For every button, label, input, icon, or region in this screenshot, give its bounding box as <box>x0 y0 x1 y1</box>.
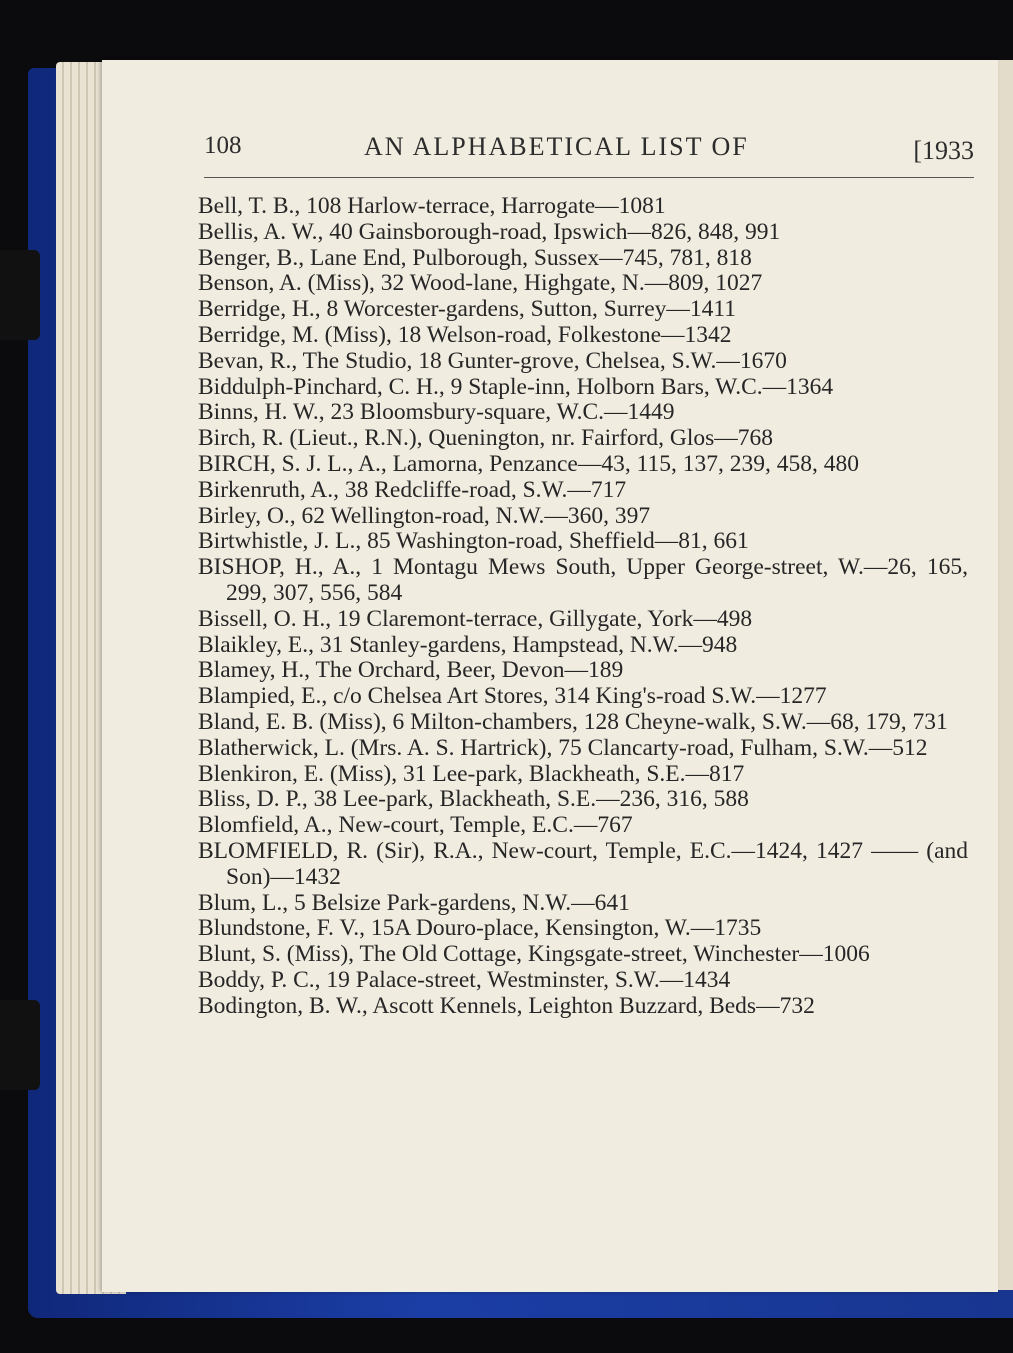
list-item: Birch, R. (Lieut., R.N.), Quenington, nr. Fairford, Glos—768 <box>198 425 774 452</box>
list-item: Bell, T. B., 108 Harlow-terrace, Harrogate—1081 <box>198 193 666 219</box>
spine-strap <box>0 1000 40 1090</box>
list-item: Benson, A. (Miss), 32 Wood-lane, Highgate, N.—809, 1027 <box>198 270 763 297</box>
list-item: Bissell, O. H., 19 Claremont-terrace, Gillygate, York—498 <box>198 605 753 632</box>
list-item: Bellis, A. W., 40 Gainsborough-road, Ipswich—826, 848, 991 <box>198 218 781 245</box>
list-item: Berridge, M. (Miss), 18 Welson-road, Folkestone—1342 <box>198 321 732 348</box>
list-item: Blaikley, E., 31 Stanley-gardens, Hampstead, N.W.—948 <box>198 631 738 658</box>
list-item: Blundstone, F. V., 15A Douro-place, Kensington, W.—1735 <box>198 915 762 942</box>
list-item: Bodington, B. W., Ascott Kennels, Leighton Buzzard, Beds—732 <box>198 992 815 1019</box>
list-item: Birtwhistle, J. L., 85 Washington-road, Sheffield—81, 661 <box>198 528 749 555</box>
list-item: Boddy, P. C., 19 Palace-street, Westminster, S.W.—1434 <box>198 966 731 993</box>
list-item: Blatherwick, L. (Mrs. A. S. Hartrick), 75 Clancarty-road, Fulham, S.W.—512 <box>198 734 928 761</box>
list-item: Blamey, H., The Orchard, Beer, Devon—189 <box>198 657 624 684</box>
list-item: Berridge, H., 8 Worcester-gardens, Sutton, Surrey—1411 <box>198 296 737 323</box>
spine-strap <box>0 250 40 340</box>
list-item: Blomfield, A., New-court, Temple, E.C.—767 <box>198 812 633 839</box>
list-item: Blampied, E., c/o Chelsea Art Stores, 314 King's-road S.W.—1277 <box>198 683 827 710</box>
entry-list <box>198 194 968 1020</box>
list-item: Bliss, D. P., 38 Lee-park, Blackheath, S.E.—236, 316, 588 <box>198 786 749 813</box>
list-item: Birkenruth, A., 38 Redcliffe-road, S.W.—717 <box>198 476 627 503</box>
list-item: Blenkiron, E. (Miss), 31 Lee-park, Blackheath, S.E.—817 <box>198 760 745 787</box>
list-item: Biddulph-Pinchard, C. H., 9 Staple-inn, Holborn Bars, W.C.—1364 <box>198 373 834 400</box>
list-item: Bland, E. B. (Miss), 6 Milton-chambers, 128 Cheyne-walk, S.W.—68, 179, 731 <box>198 708 948 735</box>
list-item: Birley, O., 62 Wellington-road, N.W.—360, 397 <box>198 502 651 529</box>
year-label: [1933 <box>913 136 974 165</box>
list-item: BIRCH, S. J. L., A., Lamorna, Penzance—43, 115, 137, 239, 458, 480 <box>198 450 859 477</box>
list-item: Binns, H. W., 23 Bloomsbury-square, W.C.—1449 <box>198 399 675 426</box>
page-title: AN ALPHABETICAL LIST OF <box>364 132 749 161</box>
running-head <box>204 130 974 170</box>
list-item: Bevan, R., The Studio, 18 Gunter-grove, Chelsea, S.W.—1670 <box>198 347 787 374</box>
header-rule <box>204 177 974 178</box>
list-item: BISHOP, H., A., 1 Montagu Mews South, Upper George-street, W.—26, 165, 299, 307, 556, 584 <box>198 554 968 606</box>
list-item: BLOMFIELD, R. (Sir), R.A., New-court, Temple, E.C.—1424, 1427 —— (and Son)—1432 <box>198 837 968 890</box>
book-page <box>102 60 998 1292</box>
list-item: Benger, B., Lane End, Pulborough, Sussex—745, 781, 818 <box>198 244 752 271</box>
list-item: Blunt, S. (Miss), The Old Cottage, Kingsgate-street, Winchester—1006 <box>198 941 870 968</box>
list-item: Blum, L., 5 Belsize Park-gardens, N.W.—641 <box>198 889 630 916</box>
page-number: 108 <box>204 132 242 159</box>
